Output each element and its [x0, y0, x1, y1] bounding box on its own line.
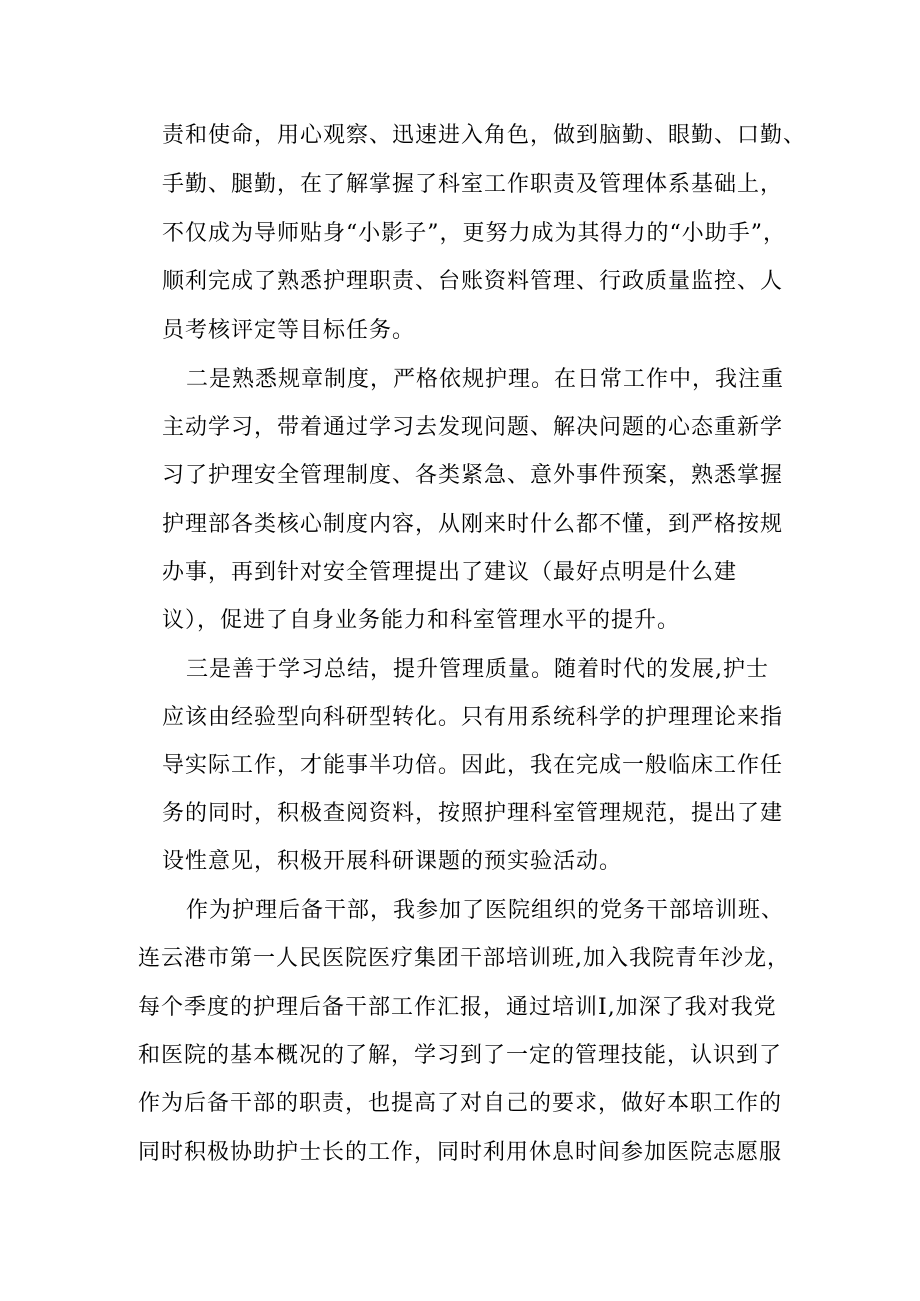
- paragraph-1-line-4: 顺利完成了熟悉护理职责、台账资料管理、行政质量监控、人: [162, 269, 784, 294]
- paragraph-2-line-6: 议），促进了自身业务能力和科室管理水平的提升。: [162, 608, 681, 633]
- paragraph-2-line-4: 护理部各类核心制度内容，从刚来时什么都不懂，到严格按规: [162, 512, 784, 537]
- paragraph-2-line-5: 办事，再到针对安全管理提出了建议（最好点明是什么建: [162, 560, 738, 585]
- paragraph-1-line-3: 不仅成为导师贴身“小影子”，更努力成为其得力的“小助手”，: [162, 221, 786, 246]
- paragraph-3-line-5: 设性意见，积极开展科研课题的预实验活动。: [162, 849, 623, 874]
- paragraph-2-line-3: 习了护理安全管理制度、各类紧急、意外事件预案，熟悉掌握: [162, 463, 784, 488]
- paragraph-4-line-2: 连云港市第一人民医院医疗集团干部培训班,加入我院青年沙龙，: [138, 946, 790, 971]
- paragraph-1-line-5: 员考核评定等目标任务。: [162, 318, 416, 343]
- paragraph-3-line-1: 三是善于学习总结，提升管理质量。随着时代的发展,护士: [186, 657, 769, 682]
- paragraph-3-line-2: 应该由经验型向科研型转化。只有用系统科学的护理理论来指: [162, 705, 784, 730]
- paragraph-4-line-4: 和医院的基本概况的了解，学习到了一定的管理技能，认识到了: [138, 1043, 783, 1068]
- paragraph-4-line-5: 作为后备干部的职责，也提高了对自己的要求，做好本职工作的: [138, 1091, 783, 1116]
- paragraph-3-line-4: 务的同时，积极查阅资料，按照护理科室管理规范，提出了建: [162, 801, 784, 826]
- paragraph-4-line-3: 每个季度的护理后备干部工作汇报，通过培训I,加深了我对我党: [138, 995, 777, 1020]
- paragraph-2-line-2: 主动学习，带着通过学习去发现问题、解决问题的心态重新学: [162, 415, 784, 440]
- paragraph-4-line-6: 同时积极协助护士长的工作，同时利用休息时间参加医院志愿服: [138, 1140, 783, 1165]
- paragraph-3-line-3: 导实际工作，才能事半功倍。因此，我在完成一般临床工作任: [162, 753, 784, 778]
- paragraph-1-line-2: 手勤、腿勤，在了解掌握了科室工作职责及管理体系基础上，: [162, 172, 784, 197]
- paragraph-1-line-1: 责和使命，用心观察、迅速进入角色，做到脑勤、眼勤、口勤、: [162, 123, 807, 148]
- paragraph-2-line-1: 二是熟悉规章制度，严格依规护理。在日常工作中，我注重: [186, 367, 785, 392]
- paragraph-4-line-1: 作为护理后备干部，我参加了医院组织的党务干部培训班、: [186, 898, 785, 923]
